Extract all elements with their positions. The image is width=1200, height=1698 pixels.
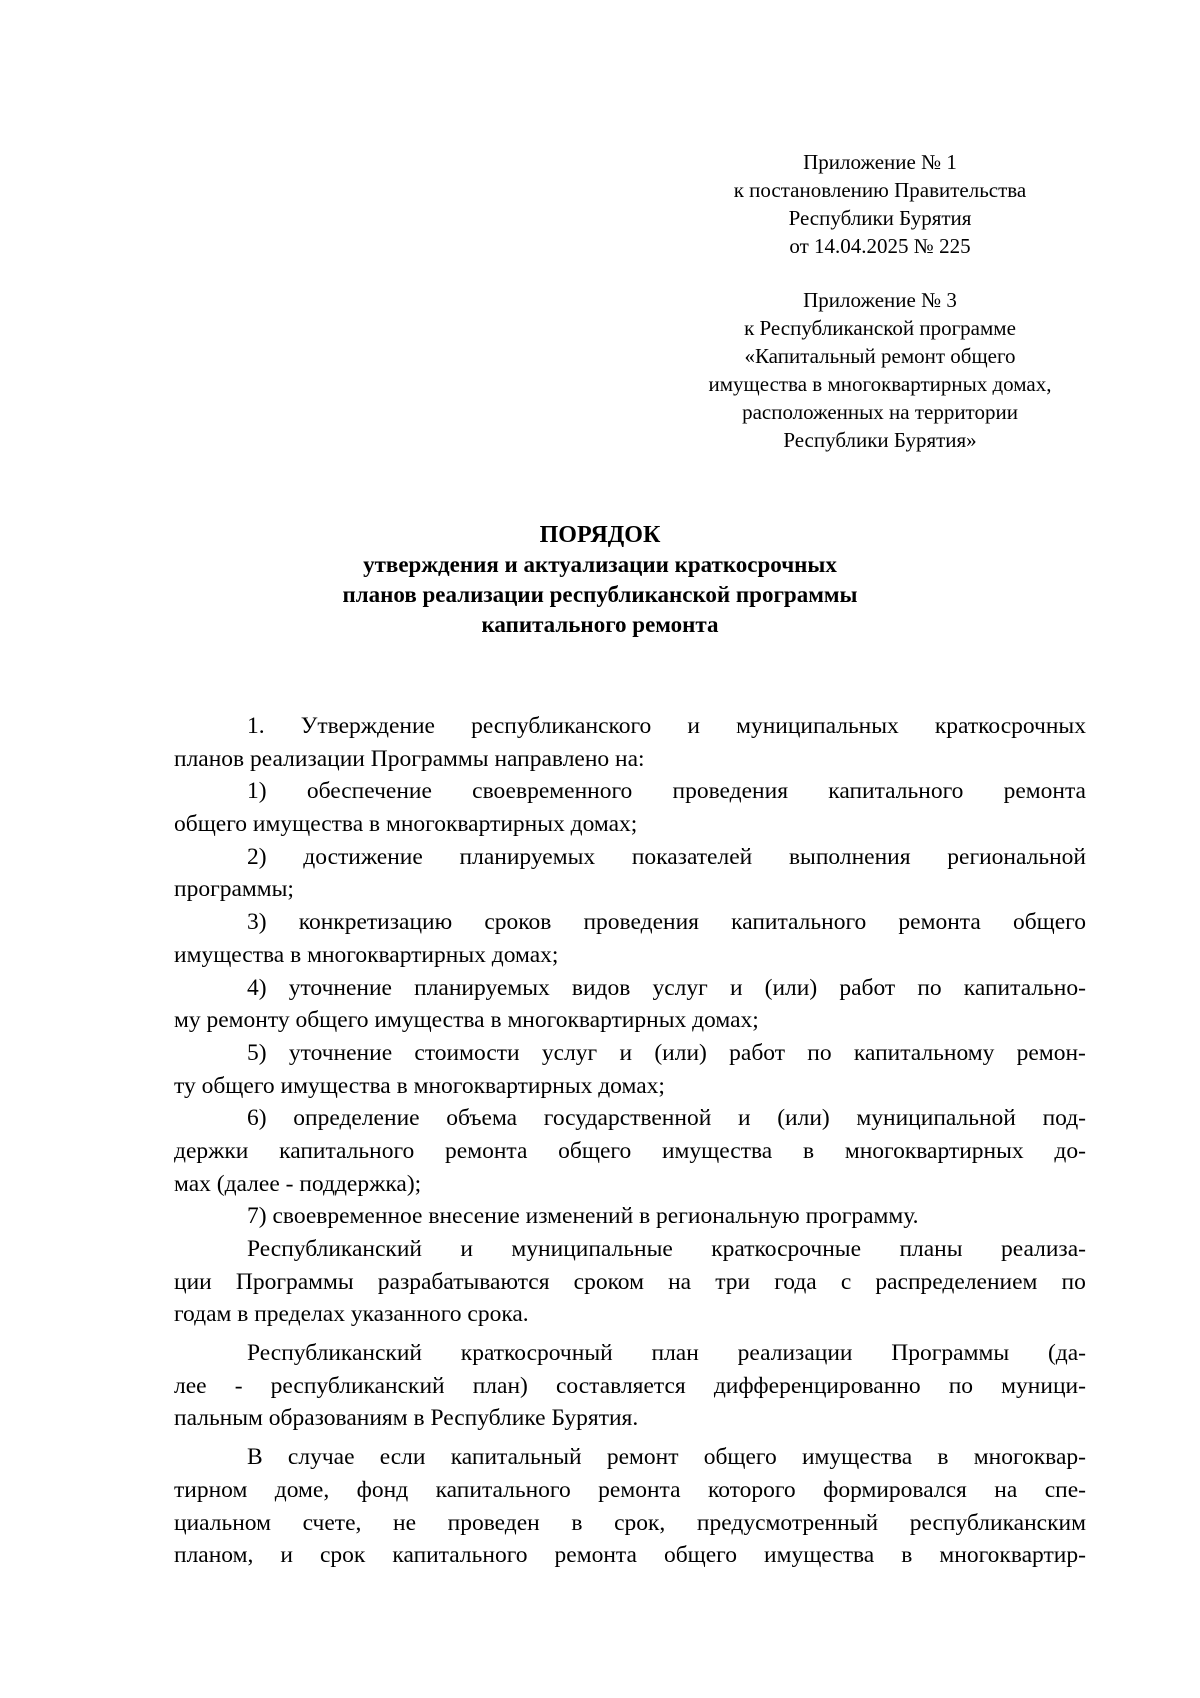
paragraph-line: 1. Утверждение республиканского и муниципальных краткосрочных xyxy=(247,713,1086,739)
appendix-1-line: Приложение № 1 xyxy=(803,150,957,174)
paragraph-line: В случае если капитальный ремонт общего имущества в многоквар- xyxy=(247,1444,1086,1471)
paragraph-line: программы; xyxy=(174,876,294,903)
appendix-1-line: Республики Бурятия xyxy=(788,206,972,230)
appendix-3-line: расположенных на территории xyxy=(742,400,1018,424)
document-body xyxy=(174,710,1086,1572)
appendix-3-line: имущества в многоквартирных домах, xyxy=(708,372,1052,396)
paragraph-line: 1) обеспечение своевременного проведения капитального ремонта xyxy=(247,778,1086,805)
paragraph-line: Республиканский и муниципальные краткосрочные планы реализа- xyxy=(247,1236,1086,1262)
paragraph-line: лее - республиканский план) составляется дифференцированно по муници- xyxy=(174,1372,1086,1399)
paragraph-line: держки капитального ремонта общего имущества в многоквартирных до- xyxy=(174,1137,1086,1164)
paragraph-line: мах (далее - поддержка); xyxy=(174,1170,422,1197)
paragraph-line: годам в пределах указанного срока. xyxy=(174,1301,529,1328)
paragraph-line: 6) определение объема государственной и (или) муниципальной под- xyxy=(247,1105,1086,1132)
appendix-3-line: «Капитальный ремонт общего xyxy=(744,344,1016,368)
paragraph xyxy=(174,972,1086,1037)
paragraph-line: 2) достижение планируемых показателей выполнения региональной xyxy=(247,843,1086,870)
appendix-3-line: Приложение № 3 xyxy=(803,288,957,312)
paragraph-line: му ремонту общего имущества в многоквартирных домах; xyxy=(174,1007,759,1034)
paragraph xyxy=(174,906,1086,971)
paragraph xyxy=(174,775,1086,840)
paragraph-line: имущества в многоквартирных домах; xyxy=(174,941,559,968)
title-line: капитального ремонта xyxy=(481,612,719,637)
appendix-1-line: от 14.04.2025 № 225 xyxy=(789,234,971,258)
paragraph-line: 7) своевременное внесение изменений в региональную программу. xyxy=(247,1203,919,1230)
paragraph-line: 5) уточнение стоимости услуг и (или) работ по капитальному ремон- xyxy=(247,1039,1086,1066)
paragraph-line: 3) конкретизацию сроков проведения капитального ремонта общего xyxy=(247,909,1086,936)
paragraph xyxy=(174,1037,1086,1102)
paragraph-line: планом, и срок капитального ремонта общего имущества в многоквартир- xyxy=(174,1542,1086,1569)
paragraph xyxy=(174,1233,1086,1331)
paragraph-line: планов реализации Программы направлено на: xyxy=(174,745,645,772)
paragraph-line: ции Программы разрабатываются сроком на три года с распределением по xyxy=(174,1268,1086,1295)
appendix-3-line: Республики Бурятия» xyxy=(783,428,977,452)
appendix-3-header xyxy=(660,286,1100,454)
paragraph-line: циальном счете, не проведен в срок, предусмотренный республиканским xyxy=(174,1509,1086,1536)
appendix-1-header xyxy=(700,148,1060,260)
paragraph xyxy=(174,1337,1086,1435)
document-title xyxy=(240,520,960,640)
title-main: ПОРЯДОК xyxy=(539,522,661,548)
appendix-1-line: к постановлению Правительства xyxy=(733,178,1027,202)
paragraph-line: пальным образованиям в Республике Бурятия. xyxy=(174,1405,639,1432)
paragraph-line: ту общего имущества в многоквартирных домах; xyxy=(174,1072,665,1099)
title-line: планов реализации республиканской программы xyxy=(342,582,858,607)
paragraph xyxy=(174,1441,1086,1572)
paragraph xyxy=(174,710,1086,775)
paragraph xyxy=(174,1102,1086,1200)
paragraph xyxy=(174,1200,1086,1233)
paragraph-line: общего имущества в многоквартирных домах; xyxy=(174,811,638,838)
paragraph-line: тирном доме, фонд капитального ремонта которого формировался на спе- xyxy=(174,1476,1086,1503)
paragraph-line: Республиканский краткосрочный план реализации Программы (да- xyxy=(247,1340,1086,1367)
appendix-3-line: к Республиканской программе xyxy=(744,316,1016,340)
paragraph xyxy=(174,841,1086,906)
title-line: утверждения и актуализации краткосрочных xyxy=(363,552,837,577)
paragraph-line: 4) уточнение планируемых видов услуг и (или) работ по капитально- xyxy=(247,974,1086,1001)
